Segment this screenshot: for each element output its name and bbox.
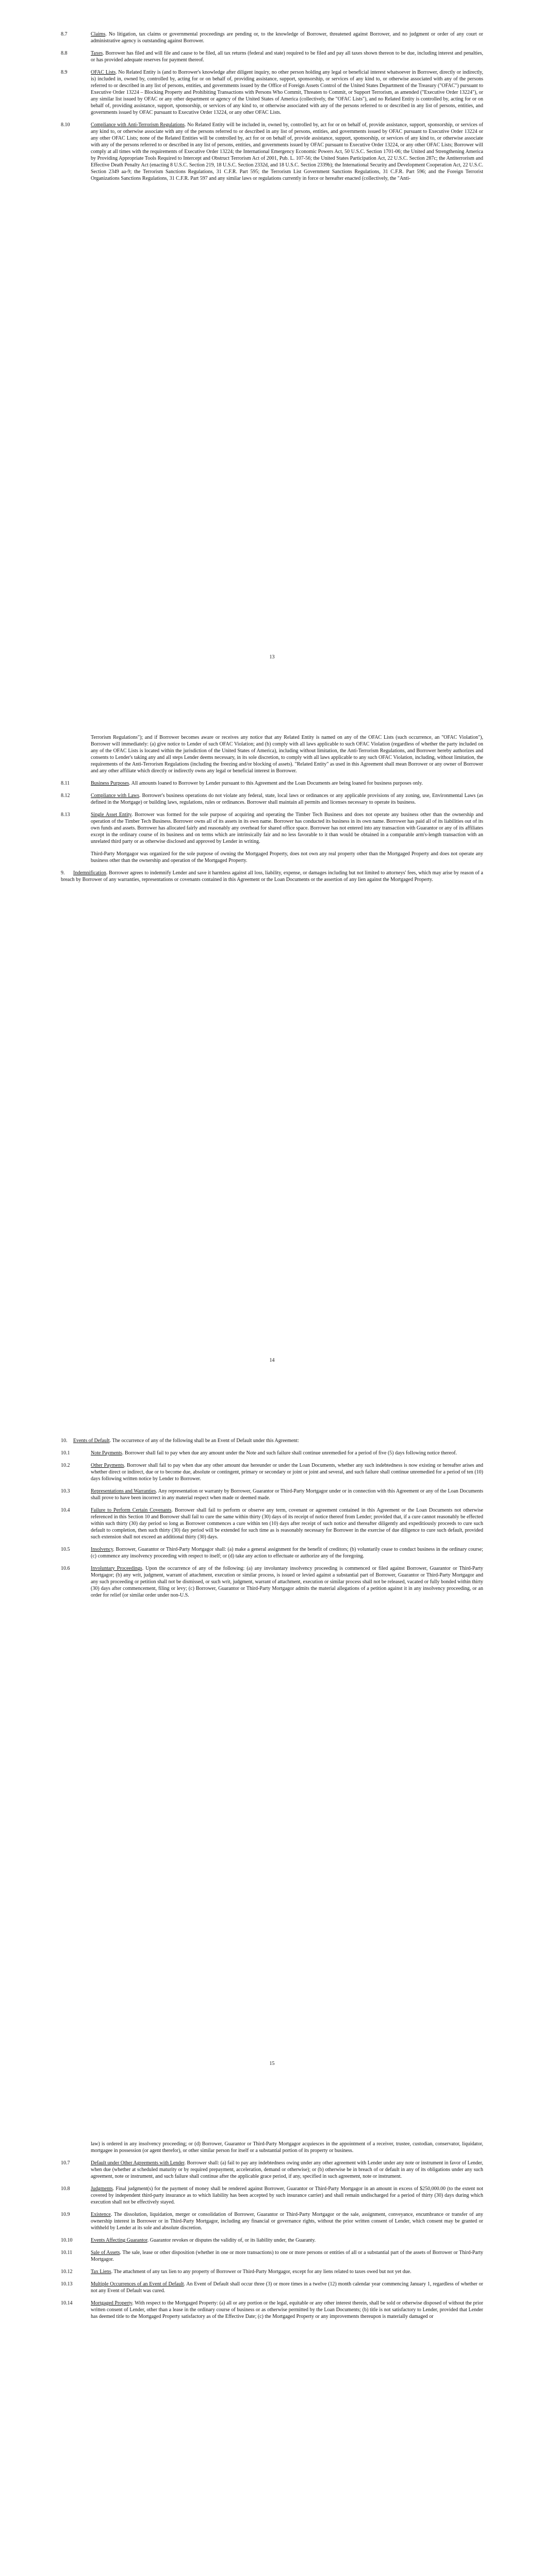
section-10-10 <box>61 2237 483 2244</box>
section-10-11 <box>61 2249 483 2263</box>
section-title: Judgments <box>91 2186 113 2192</box>
section-text: . Borrower has filed and will file and cause to be filed, all tax returns (federal and state) required to be filed and pay all taxes shown thereon to be due, including interest and penalties, or has provided adequate reserves for payment thereof. <box>91 50 483 63</box>
section-text: . Borrower, Guarantor or Third-Party Mortgagor shall: (a) make a general assignment for the benefit of creditors; (b) voluntarily cease to conduct business in the ordinary course; (c) commence any insolvency proceeding with respect to itself; or (d) take any action to effectuate or authorize any of the foregoing. <box>91 1547 483 1559</box>
section-title: Insolvency <box>91 1547 113 1552</box>
section-title: Representations and Warranties <box>91 1488 156 1494</box>
continued-paragraph: law) is ordered in any insolvency proceeding; or (d) Borrower, Guarantor or Third-Party Mortgagor acquiesces in the appointment of a receiver, trustee, custodian, conservator, liquidator, mortgagee in possession (or agent therefor), or other similar person for itself or a substantial portion of its property or business. <box>91 2141 483 2154</box>
section-10-13 <box>61 2281 483 2294</box>
third-party-mortgagor-paragraph: Third-Party Mortgagor was organized for the sole purpose of owning the Mortgaged Property, does not own any real property other than the Mortgaged Property and does not operate any business other than the ownership and operation of the Mortgaged Property. <box>91 851 483 863</box>
section-title: Single Asset Entity <box>91 812 131 818</box>
page-13-content <box>61 31 483 188</box>
page-14 <box>0 703 544 1406</box>
section-10-14 <box>61 2300 483 2320</box>
section-10-2 <box>61 1462 483 1482</box>
section-title: OFAC Lists <box>91 70 116 75</box>
section-title: Sale of Assets <box>91 2250 120 2256</box>
section-title: Multiple Occurrences of an Event of Default <box>91 2281 184 2287</box>
section-number: 10.4 <box>61 1507 70 1513</box>
section-10-1 <box>61 1450 483 1456</box>
section-title: Tax Liens <box>91 2269 111 2275</box>
section-text: . Guarantor revokes or disputes the validity of, or its liability under, the Guaranty. <box>147 2238 316 2243</box>
section-10-8 <box>61 2185 483 2206</box>
section-title: Existence <box>91 2212 111 2217</box>
section-number: 10.11 <box>61 2250 73 2256</box>
article-number: 10. <box>61 1438 68 1444</box>
section-text: . Borrower shall fail to pay when due any other amount due hereunder or under the Loan Documents, whether any such indebtedness is now existing or hereafter arises and whether direct or indirect, due or to become due, absolute or contingent, primary or secondary or joint or joint and several, and such failure shall continue unremedied for a period of ten (10) days following written notice by Lender to Borrower. <box>91 1463 484 1482</box>
section-number: 10.3 <box>61 1488 70 1494</box>
page-14-content <box>61 734 483 889</box>
section-number: 10.7 <box>61 2160 70 2166</box>
section-title: Business Purposes <box>91 781 129 786</box>
section-number: 10.12 <box>61 2269 73 2275</box>
section-number: 8.9 <box>61 70 68 75</box>
section-title: Claims <box>91 31 106 37</box>
section-10-12 <box>61 2268 483 2275</box>
page-16-content <box>61 2141 483 2326</box>
section-title: Note Payments <box>91 1450 122 1456</box>
section-number: 10.1 <box>61 1450 70 1456</box>
article-number: 9. <box>61 870 65 876</box>
section-10-6 <box>61 1565 483 1599</box>
section-8-11 <box>61 780 483 787</box>
section-text: . With respect to the Mortgaged Property: (a) all or any portion or the legal, equitable or any other interest therein, shall be sold or otherwise disposed of without the prior written consent of Lender, other than a lease in the ordinary course of business or as otherwise permitted by the Loan Documents; (b) title is not satisfactory to Lender, provided that Lender has deemed title to the Mortgaged Property satisfactory as of the Effective Date; (c) the Mortgaged Property or any improvements thereupon is materially damaged or <box>91 2300 483 2319</box>
section-title: Involuntary Proceedings <box>91 1566 142 1571</box>
section-title: Other Payments <box>91 1463 124 1468</box>
section-text: . The dissolution, liquidation, merger or consolidation of Borrower, Guarantor or Third-Party Mortgagor or the sale, assignment, conveyance, encumbrance or transfer of any ownership interest in Borrower or in Third-Party Mortgagor, including any financial or governance rights, without the prior written consent of Lender, which consent may be granted or withheld by Lender at its sole and absolute discretion. <box>91 2212 483 2231</box>
section-title: Mortgaged Property <box>91 2300 133 2306</box>
section-title: Compliance with Laws <box>91 793 139 799</box>
article-text: . Borrower agrees to indemnify Lender and save it harmless against all loss, liability, expense, or damages including but not limited to attorneys' fees, which may arise by reason of a breach by Borrower of any warranties, representations or covenants contained in this Agreement or the Loan Documents or the assertion of any lien against the Mortgaged Property. <box>61 870 483 883</box>
section-text: . The attachment of any tax lien to any property of Borrower or Third-Party Mortgagor, except for any liens related to taxes owed but not yet due. <box>111 2269 411 2275</box>
section-number: 8.7 <box>61 31 68 37</box>
section-10-3 <box>61 1488 483 1501</box>
section-8-9 <box>61 69 483 116</box>
section-text: . Borrower shall fail to pay when due any amount under the Note and such failure shall continue unremedied for a period of five (5) days following notice thereof. <box>122 1450 457 1456</box>
article-text: . The occurrence of any of the following shall be an Event of Default under this Agreement: <box>109 1438 299 1444</box>
article-title: Events of Default <box>73 1438 110 1444</box>
section-8-10 <box>61 122 483 182</box>
section-title: Compliance with Anti-Terrorism Regulations <box>91 122 185 128</box>
section-text: . Any representation or warranty by Borrower, Guarantor or Third-Party Mortgagor under or in connection with this Agreement or any of the Loan Documents shall prove to have been incorrect in any material respect when made or deemed made. <box>91 1488 483 1501</box>
section-text: . All amounts loaned to Borrower by Lender pursuant to this Agreement and the Loan Documents are being loaned for business purposes only. <box>129 781 423 786</box>
section-text: . Borrower shall fail to perform or observe any term, covenant or agreement contained in this Agreement or the Loan Documents not otherwise referenced in this Section 10 and Borrower shall fail to cure the same within thirty (30) days of its receipt of notice thereof from Lender; provided that, if a cure cannot reasonably be effected within such thirty (30) day period so long as Borrower commences a cure within ten (10) days after receipt of such notice and thereafter diligently and expeditiously proceeds to cure such default to completion, then such thirty (30) day period will be extended for such time as is reasonably necessary for Borrower in the exercise of due diligence to cure such default, provided such extension shall not exceed an additional thirty (30) days. <box>91 1507 483 1540</box>
section-title: Failure to Perform Certain Covenants <box>91 1507 172 1513</box>
section-number: 10.5 <box>61 1547 70 1552</box>
section-text: . No Related Entity will be included in, owned by, controlled by, act for or on behalf of, provide assistance, support, sponsorship, or services of any kind to, or otherwise associate with any of the persons referred to or described in any list of persons, entities, and governments issued by OFAC pursuant to Executive Order 13224 or any other OFAC Lists; none of the Related Entities will be controlled by, act for or on behalf of, provide assistance, support, sponsorship, or services of any kind to, or otherwise associate with any of the persons referred to or described in any list of persons, entities, and governments issued by OFAC pursuant to Executive Order 13224, or any other OFAC Lists; Borrower will comply at all times with the requirements of Executive Order 13224; the International Emergency Economic Powers Act, 50 U.S.C. Section 1701-06; the United and Strengthening America by Providing Appropriate Tools Required to Intercept and Obstruct Terrorism Act of 2001, Pub. L. 107-56; the United States Participation Act, 22 U.S.C. Section 287c; the Antiterrorism and Effective Death Penalty Act (enacting 8 U.S.C. Section 219, 18 U.S.C. Section 2332d, and 18 U.S.C. Section 2339b); the International Security and Development Cooperation Act, 22 U.S.C. Section 2349 aa-9; the Terrorism Sanctions Regulations, 31 C.F.R. Part 595; the Terrorism List Government Sanctions Regulations, 31 C.F.R. Part 596; and the Foreign Terrorist Organizations Sanctions Regulations, 31 C.F.R. Part 597 and any similar laws or regulations currently in force or hereafter enacted (collectively, the "Anti- <box>91 122 483 181</box>
page-number: 14 <box>269 1358 275 1363</box>
section-number: 10.2 <box>61 1463 70 1468</box>
section-number: 8.8 <box>61 50 68 56</box>
section-text: . No Related Entity is (and to Borrower's knowledge after diligent inquiry, no other person holding any legal or beneficial interest whatsoever in Borrower, directly or indirectly, is) included in, owned by, controlled by, acting for or on behalf of, providing assistance, support, sponsorship, or services of any kind to, or otherwise associated with any of the persons referred to or described in any list of persons, entities, and governments issued by the Office of Foreign Assets Control of the United States Department of the Treasury ("OFAC") pursuant to Executive Order 13224 – Blocking Property and Prohibiting Transactions with Persons Who Commit, Threaten to Commit, or Support Terrorism, as amended ("Executive Order 13224"), or any similar list issued by OFAC or any other department or agency of the United States of America (collectively, the "OFAC Lists"), and no Related Entity is controlled by, acting for or on behalf of, providing assistance, support, sponsorship, or services of any kind to, or otherwise associated with any of the persons referred to or described in any list of persons, entities, and governments issued by OFAC pursuant to Executive Order 13224, or any other OFAC Lists. <box>91 70 484 115</box>
page-13 <box>0 0 544 703</box>
section-number: 8.10 <box>61 122 70 128</box>
article-9 <box>61 870 483 883</box>
page-number: 13 <box>269 654 275 660</box>
article-10 <box>61 1437 483 1444</box>
section-text: . No litigation, tax claims or governmental proceedings are pending or, to the knowledge of Borrower, threatened against Borrower, and no judgment or order of any court or administrative agency is outstanding against Borrower. <box>91 31 483 44</box>
section-number: 8.12 <box>61 793 70 799</box>
section-number: 10.6 <box>61 1566 70 1571</box>
section-number: 10.9 <box>61 2212 70 2217</box>
section-text: . Borrower was formed for the sole purpose of acquiring and operating the Timber Tech Business and does not operate any business other than the ownership and operation of the Timber Tech Business. Borrower owns all of its assets in its own name. Borrower has conducted its business in its own name. Borrower has paid all of its liabilities out of its own funds and assets. Borrower has allocated fairly and reasonably any overhead for shared office space. Borrower has not entered into any transaction with Guarantor or any of its affiliates except in the ordinary course of its business and on terms which are intrinsically fair and no less favorable to it than would be obtained in a comparable arm's-length transaction with an unrelated third party or as otherwise disclosed and approved by Lender in writing. <box>91 812 483 844</box>
section-text: . Upon the occurrence of any of the following: (a) any involuntary insolvency proceeding is commenced or filed against Borrower, Guarantor or Third-Party Mortgagor; (b) any writ, judgment, warrant of attachment, execution or similar process, is issued or levied against a substantial part of Borrower, Guarantor or Third-Party Mortgagor and any such proceeding or petition shall not be dismissed, or such writ, judgment, warrant of attachment, execution or similar process shall not be released, vacated or fully bonded within thirty (30) days after commencement, filing or levy; (c) Borrower, Guarantor or Third-Party Mortgagor admits the material allegations of a petition against it in any insolvency proceeding, or an order for relief (or similar order under non-U.S. <box>91 1566 483 1598</box>
section-text: . The sale, lease or other disposition (whether in one or more transactions) to one or more persons or entities of all or a substantial part of the assets of Borrower or Third-Party Mortgagor. <box>91 2250 484 2262</box>
section-8-8 <box>61 50 483 63</box>
page-number: 15 <box>269 2061 275 2066</box>
page-16 <box>0 2110 544 2576</box>
section-8-13 <box>61 811 483 845</box>
section-number: 10.13 <box>61 2281 73 2287</box>
continued-paragraph: Terrorism Regulations"); and if Borrower becomes aware or receives any notice that any Related Entity is named on any of the OFAC Lists (such occurrence, an "OFAC Violation"), Borrower will immediately: (a) give notice to Lender of such OFAC Violation; and (b) comply with all laws applicable to such OFAC Violation (regardless of whether the party included on any of the OFAC Lists is located within the jurisdiction of the United States of America), including without limitation, the Anti-Terrorism Regulations, and Borrower hereby authorizes and consents to Lender's taking any and all steps Lender deems necessary, in its sole discretion, to comply with all laws applicable to any such OFAC Violation, including, without limitation, the requirements of the Anti-Terrorism Regulations (including the freezing and/or blocking of assets). "Related Entity" as used in this Agreement shall mean Borrower or any owner of Borrower and any other affiliate which directly or indirectly owns any legal or beneficial interest in Borrower. <box>91 735 483 774</box>
section-number: 10.14 <box>61 2300 73 2306</box>
section-number: 10.10 <box>61 2238 73 2243</box>
section-title: Taxes <box>91 50 103 56</box>
section-number: 10.8 <box>61 2186 70 2192</box>
section-text: . Borrower's business operations do not violate any federal, state, local laws or ordinances or any applicable provisions of any zoning, use, Environmental Laws (as defined in the Mortgage) or building laws, regulations, rules or ordinances. Borrower shall maintain all permits and licenses necessary to operate its business. <box>91 793 483 805</box>
section-text: . An Event of Default shall occur three (3) or more times in a twelve (12) month calendar year commencing January 1, regardless of whether or not any Event of Default was cured. <box>91 2281 483 2294</box>
page-15 <box>0 1406 544 2110</box>
section-title: Events Affecting Guarantor <box>91 2238 147 2243</box>
section-8-12 <box>61 792 483 806</box>
section-title: Default under Other Agreements with Lender <box>91 2160 185 2166</box>
section-number: 8.11 <box>61 781 70 786</box>
section-10-9 <box>61 2211 483 2231</box>
section-8-7 <box>61 31 483 44</box>
page-15-content <box>61 1437 483 1604</box>
section-10-5 <box>61 1546 483 1560</box>
section-text: . Final judgment(s) for the payment of money shall be rendered against Borrower, Guarantor or Third-Party Mortgagor in an amount in excess of $250,000.00 (to the extent not covered by independent third-party insurance as to which liability has been accepted by such insurance carrier) and shall remain undischarged for a period of thirty (30) days during which execution shall not be effectively stayed. <box>91 2186 483 2205</box>
section-10-7 <box>61 2160 483 2180</box>
section-10-4 <box>61 1507 483 1540</box>
section-text: . Borrower shall: (a) fail to pay any indebtedness owing under any other agreement with Lender under any note or instrument in favor of Lender, when due (whether at scheduled maturity or by required prepayment, acceleration, demand or otherwise); or (b) otherwise be in breach of or default in any of its obligations under any such agreement, note or instrument, and such failure shall continue after the applicable grace period, if any, specified in such agreement, note or instrument. <box>91 2160 483 2179</box>
section-number: 8.13 <box>61 812 70 818</box>
article-title: Indemnification <box>73 870 106 876</box>
